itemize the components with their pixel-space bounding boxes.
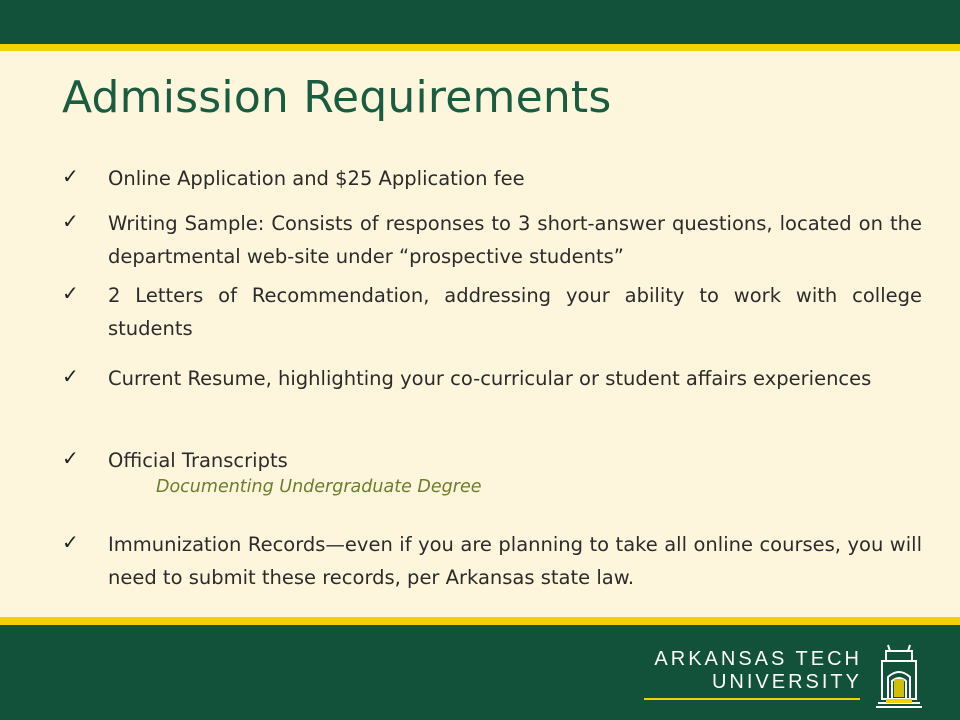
requirement-text: Current Resume, highlighting your co-curricular or student affairs experiences <box>108 367 872 390</box>
requirement-item <box>62 207 922 273</box>
requirement-item <box>62 279 922 345</box>
top-banner <box>0 0 960 44</box>
bell-tower-icon <box>868 643 930 709</box>
checkmark-icon: ✓ <box>62 281 79 305</box>
checkmark-icon: ✓ <box>62 530 79 554</box>
requirement-subtext: Documenting Undergraduate Degree <box>156 477 482 497</box>
requirement-item <box>62 528 922 594</box>
logo-text-line2: UNIVERSITY <box>711 671 862 693</box>
requirement-text: Official Transcripts <box>108 449 288 472</box>
requirement-text: Online Application and $25 Application fee <box>108 167 525 190</box>
bottom-gold-stripe <box>0 617 960 625</box>
checkmark-icon: ✓ <box>62 446 79 470</box>
requirement-text: Immunization Records—even if you are planning to take all online courses, you will need to submit these records, per Arkansas state law. <box>108 533 922 589</box>
requirement-text: Writing Sample: Consists of responses to 3 short-answer questions, located on the departmental web-site under “prospective students” <box>108 212 922 268</box>
requirement-item <box>62 162 922 195</box>
checkmark-icon: ✓ <box>62 164 79 188</box>
top-gold-stripe <box>0 44 960 51</box>
requirement-text: 2 Letters of Recommendation, addressing your ability to work with college students <box>108 284 922 340</box>
university-logo <box>640 643 930 709</box>
requirement-item <box>62 362 922 395</box>
slide-title: Admission Requirements <box>62 72 612 123</box>
checkmark-icon: ✓ <box>62 209 79 233</box>
logo-underline <box>644 698 860 700</box>
checkmark-icon: ✓ <box>62 364 79 388</box>
logo-text-line1: ARKANSAS TECH <box>654 648 862 670</box>
requirement-item <box>62 444 922 500</box>
